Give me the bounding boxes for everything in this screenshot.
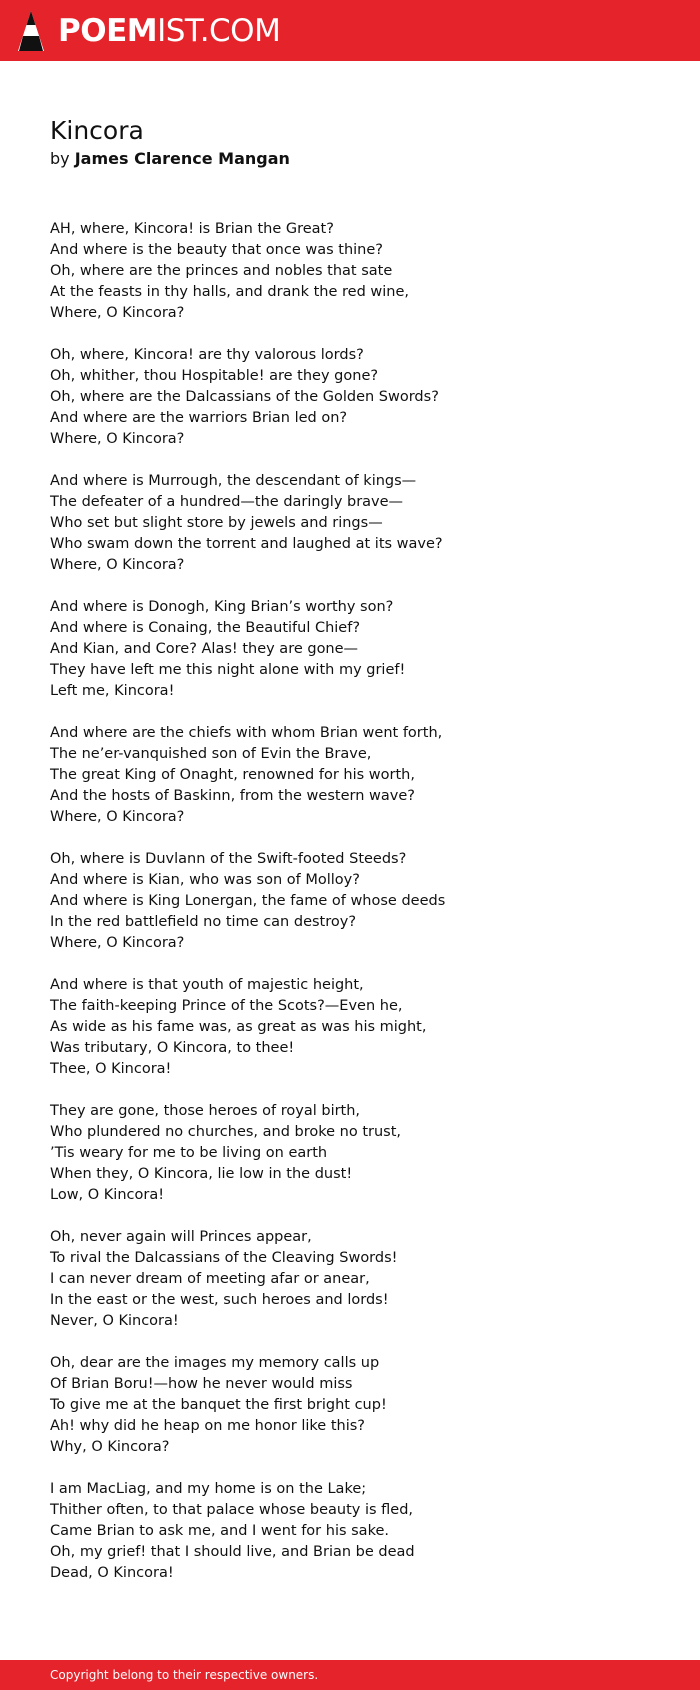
poem-title: Kincora	[50, 116, 144, 145]
poem-line: AH, where, Kincora! is Brian the Great?	[50, 221, 334, 237]
poem-line: Where, O Kincora?	[50, 809, 185, 825]
site-footer	[0, 1660, 700, 1690]
footer-copyright: Copyright belong to their respective owners.	[50, 1668, 319, 1682]
poem-line: Oh, where, Kincora! are thy valorous lords?	[50, 347, 364, 363]
poem-line: Oh, never again will Princes appear,	[50, 1229, 312, 1245]
poem-line: To give me at the banquet the first bright cup!	[50, 1397, 387, 1413]
poem-stanza	[50, 849, 670, 954]
poem-line: The ne’er-vanquished son of Evin the Brave,	[50, 746, 372, 762]
poem-line: Oh, dear are the images my memory calls up	[50, 1355, 380, 1371]
byline-label: by	[50, 149, 70, 168]
poem-line: Where, O Kincora?	[50, 305, 185, 321]
poem-line: The great King of Onaght, renowned for his worth,	[50, 767, 415, 783]
poem-line: I am MacLiag, and my home is on the Lake;	[50, 1481, 367, 1497]
poem-line: And where is Donogh, King Brian’s worthy son?	[50, 599, 394, 615]
poem-line: Where, O Kincora?	[50, 431, 185, 447]
site-header	[0, 0, 700, 61]
poem-stanza	[50, 723, 670, 828]
poem-line: Who plundered no churches, and broke no trust,	[50, 1124, 402, 1140]
poem-line: I can never dream of meeting afar or anear,	[50, 1271, 370, 1287]
poem-line: ’Tis weary for me to be living on earth	[50, 1145, 328, 1161]
poem-stanza	[50, 975, 670, 1080]
poem-stanza	[50, 219, 670, 324]
poem-line: And Kian, and Core? Alas! they are gone—	[50, 641, 359, 657]
poem-line: At the feasts in thy halls, and drank the red wine,	[50, 284, 410, 300]
poem-line: Oh, where are the princes and nobles that sate	[50, 263, 393, 279]
poem-line: Who swam down the torrent and laughed at its wave?	[50, 536, 443, 552]
poem-line: And where are the chiefs with whom Brian went forth,	[50, 725, 443, 741]
poem-line: Thee, O Kincora!	[50, 1061, 172, 1077]
poem-line: And where is the beauty that once was thine?	[50, 242, 383, 258]
site-logo-link[interactable]	[16, 10, 280, 52]
poem-author: James Clarence Mangan	[74, 149, 290, 168]
poem-line: Oh, my grief! that I should live, and Brian be dead	[50, 1544, 415, 1560]
poem-line: The defeater of a hundred—the daringly brave—	[50, 494, 404, 510]
poem-line: And where is that youth of majestic height,	[50, 977, 364, 993]
poem-line: To rival the Dalcassians of the Cleaving Swords!	[50, 1250, 398, 1266]
poem-stanza	[50, 597, 670, 702]
poem-line: Oh, where is Duvlann of the Swift-footed Steeds?	[50, 851, 407, 867]
poem-line: And the hosts of Baskinn, from the western wave?	[50, 788, 415, 804]
poem-line: They are gone, those heroes of royal birth,	[50, 1103, 361, 1119]
poem-line: Oh, whither, thou Hospitable! are they gone?	[50, 368, 379, 384]
poem-body	[50, 219, 670, 1605]
poem-line: Left me, Kincora!	[50, 683, 175, 699]
poem-line: Who set but slight store by jewels and rings—	[50, 515, 383, 531]
poem-stanza	[50, 1101, 670, 1206]
poem-stanza	[50, 1479, 670, 1584]
poem-line: Where, O Kincora?	[50, 935, 185, 951]
poem-line: And where is King Lonergan, the fame of whose deeds	[50, 893, 446, 909]
poem-line: Low, O Kincora!	[50, 1187, 165, 1203]
poem-line: And where is Murrough, the descendant of kings—	[50, 473, 417, 489]
poem-line: The faith-keeping Prince of the Scots?—Even he,	[50, 998, 403, 1014]
poem-line: In the red battlefield no time can destroy?	[50, 914, 357, 930]
poem-line: And where is Kian, who was son of Molloy?	[50, 872, 360, 888]
poem-line: When they, O Kincora, lie low in the dust!	[50, 1166, 353, 1182]
poem-stanza	[50, 1353, 670, 1458]
poem-stanza	[50, 471, 670, 576]
poem-stanza	[50, 345, 670, 450]
poem-line: In the east or the west, such heroes and lords!	[50, 1292, 389, 1308]
poem-line: They have left me this night alone with my grief!	[50, 662, 406, 678]
poem-line: As wide as his fame was, as great as was his might,	[50, 1019, 427, 1035]
poem-line: Where, O Kincora?	[50, 557, 185, 573]
poem-line: Why, O Kincora?	[50, 1439, 170, 1455]
poem-line: Came Brian to ask me, and I went for his sake.	[50, 1523, 389, 1539]
brand-bold-part: POEM	[58, 13, 158, 49]
brand-light-part: IST.COM	[157, 13, 281, 49]
poem-line: Oh, where are the Dalcassians of the Golden Swords?	[50, 389, 439, 405]
poem-line: And where is Conaing, the Beautiful Chief?	[50, 620, 361, 636]
poem-stanza	[50, 1227, 670, 1332]
poem-line: Thither often, to that palace whose beauty is fled,	[50, 1502, 414, 1518]
site-brand-name	[58, 10, 280, 52]
poem-byline	[50, 147, 290, 171]
poem-line: Ah! why did he heap on me honor like this?	[50, 1418, 365, 1434]
poem-line: Of Brian Boru!—how he never would miss	[50, 1376, 353, 1392]
pencil-tip-icon	[16, 10, 46, 52]
poem-line: Dead, O Kincora!	[50, 1565, 174, 1581]
poem-line: Never, O Kincora!	[50, 1313, 179, 1329]
poem-line: And where are the warriors Brian led on?	[50, 410, 348, 426]
poem-line: Was tributary, O Kincora, to thee!	[50, 1040, 295, 1056]
